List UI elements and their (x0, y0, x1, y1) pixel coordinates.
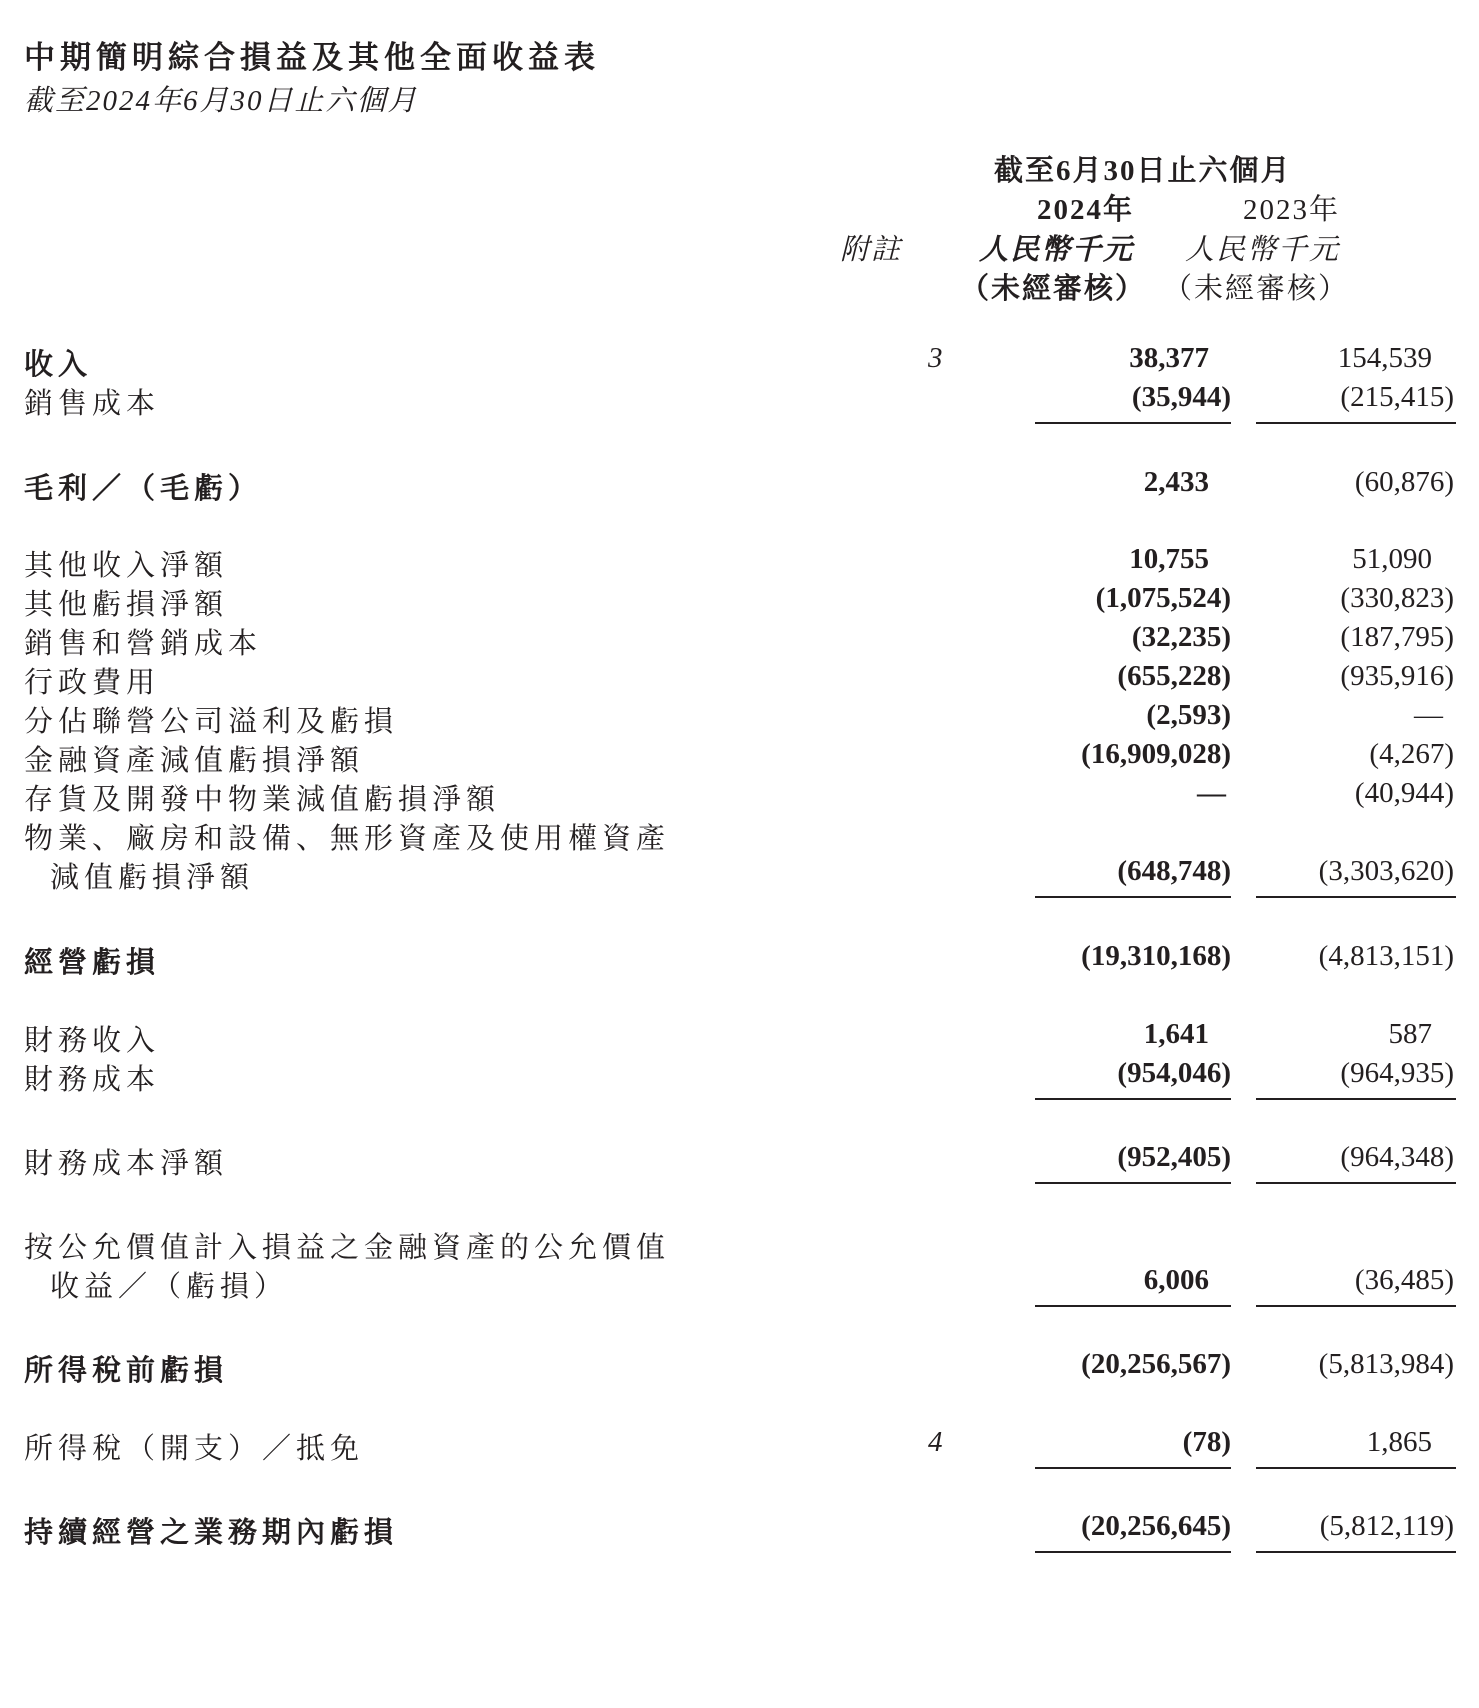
underline-2023 (1256, 1551, 1456, 1553)
underline-2023 (1256, 422, 1456, 424)
value-2023: (4,267) (1369, 738, 1454, 770)
value-2023: (3,303,620) (1318, 855, 1454, 887)
value-2023: (36,485) (1354, 1264, 1454, 1296)
underline-2024 (1035, 1182, 1231, 1184)
value-2024: (20,256,567) (1081, 1348, 1231, 1380)
row-note: 3 (928, 342, 943, 374)
underline-2024 (1035, 1467, 1231, 1469)
value-2024: (952,405) (1117, 1141, 1231, 1173)
table-row (0, 940, 1479, 978)
page-title: 中期簡明綜合損益及其他全面收益表 (24, 40, 600, 76)
row-label: 銷售和營銷成本 (24, 626, 263, 660)
value-2023: (935,916) (1340, 660, 1454, 692)
row-label: 分佔聯營公司溢利及虧損 (24, 704, 399, 738)
page-subtitle: 截至2024年6月30日止六個月 (24, 85, 419, 117)
value-2024: (954,046) (1117, 1057, 1231, 1089)
row-label: 物業、廠房和設備、無形資產及使用權資產 (24, 821, 671, 855)
underline-2024 (1035, 1551, 1231, 1553)
row-label: 所得稅前虧損 (24, 1353, 229, 1387)
table-row (0, 466, 1479, 504)
audit-2024-header: （未經審核） (959, 273, 1146, 305)
value-2024: 1,641 (1143, 1018, 1209, 1050)
underline-2024 (1035, 1305, 1231, 1307)
value-2024: 2,433 (1143, 466, 1209, 498)
row-label: 行政費用 (24, 665, 161, 699)
row-label: 其他收入淨額 (24, 548, 229, 582)
table-row (0, 816, 1479, 854)
table-row (0, 1141, 1479, 1179)
value-2024: (2,593) (1146, 699, 1231, 731)
currency-2024-header: 人民幣千元 (978, 234, 1134, 266)
value-2024: (20,256,645) (1081, 1510, 1231, 1542)
table-row (0, 342, 1479, 380)
table-row (0, 1018, 1479, 1056)
underline-2023 (1256, 1098, 1456, 1100)
table-row (0, 582, 1479, 620)
value-2024: (19,310,168) (1081, 940, 1231, 972)
row-label: 按公允價值計入損益之金融資產的公允價值 (24, 1230, 671, 1264)
value-2023: (187,795) (1340, 621, 1454, 653)
table-row (0, 1225, 1479, 1263)
table-row (0, 1426, 1479, 1464)
value-2023: (5,812,119) (1319, 1510, 1454, 1542)
value-2024: 38,377 (1129, 342, 1209, 374)
row-label: 收益／（虧損） (50, 1269, 289, 1303)
table-row (0, 1348, 1479, 1386)
value-2023: (4,813,151) (1318, 940, 1454, 972)
value-2023: 51,090 (1352, 543, 1432, 575)
table-row (0, 777, 1479, 815)
row-label: 減值虧損淨額 (50, 860, 255, 894)
value-2023: (964,348) (1340, 1141, 1454, 1173)
table-row (0, 381, 1479, 419)
table-row (0, 855, 1479, 893)
row-label: 所得稅（開支）／抵免 (24, 1431, 365, 1465)
value-2023: (60,876) (1354, 466, 1454, 498)
value-2024: (655,228) (1117, 660, 1231, 692)
row-label: 持續經營之業務期內虧損 (24, 1515, 399, 1549)
table-row (0, 738, 1479, 776)
value-2023: 154,539 (1337, 342, 1432, 374)
year-2024-header: 2024年 (1036, 194, 1134, 226)
value-2024: (32,235) (1131, 621, 1231, 653)
value-2023: (215,415) (1340, 381, 1454, 413)
row-label: 經營虧損 (24, 945, 161, 979)
underline-2023 (1256, 1467, 1456, 1469)
row-label: 毛利／（毛虧） (24, 471, 263, 505)
table-row (0, 621, 1479, 659)
row-label: 銷售成本 (24, 386, 161, 420)
value-2024: (648,748) (1117, 855, 1231, 887)
row-label: 收入 (24, 347, 93, 381)
value-2024: (78) (1182, 1426, 1231, 1458)
value-2024: (1,075,524) (1095, 582, 1231, 614)
value-2024: 10,755 (1129, 543, 1209, 575)
row-label: 存貨及開發中物業減值虧損淨額 (24, 782, 501, 816)
value-2023: 587 (1388, 1018, 1432, 1050)
table-row (0, 660, 1479, 698)
underline-2024 (1035, 1098, 1231, 1100)
value-2023: (40,944) (1354, 777, 1454, 809)
currency-2023-header: 人民幣千元 (1184, 234, 1340, 266)
row-note: 4 (928, 1426, 943, 1458)
underline-2024 (1035, 896, 1231, 898)
table-row (0, 1057, 1479, 1095)
value-2023: (5,813,984) (1318, 1348, 1454, 1380)
value-2023: (330,823) (1340, 582, 1454, 614)
period-header: 截至6月30日止六個月 (994, 155, 1292, 187)
value-2023: (964,935) (1340, 1057, 1454, 1089)
row-label: 其他虧損淨額 (24, 587, 229, 621)
value-2024: — (1197, 777, 1226, 809)
value-2024: (35,944) (1131, 381, 1231, 413)
note-column-header: 附註 (840, 234, 903, 266)
row-label: 財務收入 (24, 1023, 161, 1057)
row-label: 金融資產減值虧損淨額 (24, 743, 365, 777)
table-row (0, 1264, 1479, 1302)
value-2023: — (1414, 699, 1443, 731)
table-row (0, 543, 1479, 581)
year-2023-header: 2023年 (1242, 194, 1340, 226)
table-row (0, 699, 1479, 737)
value-2023: 1,865 (1366, 1426, 1432, 1458)
row-label: 財務成本 (24, 1062, 161, 1096)
underline-2023 (1256, 1182, 1456, 1184)
table-row (0, 1510, 1479, 1548)
value-2024: (16,909,028) (1081, 738, 1231, 770)
underline-2024 (1035, 422, 1231, 424)
audit-2023-header: （未經審核） (1162, 273, 1349, 305)
value-2024: 6,006 (1143, 1264, 1209, 1296)
underline-2023 (1256, 1305, 1456, 1307)
underline-2023 (1256, 896, 1456, 898)
row-label: 財務成本淨額 (24, 1146, 229, 1180)
